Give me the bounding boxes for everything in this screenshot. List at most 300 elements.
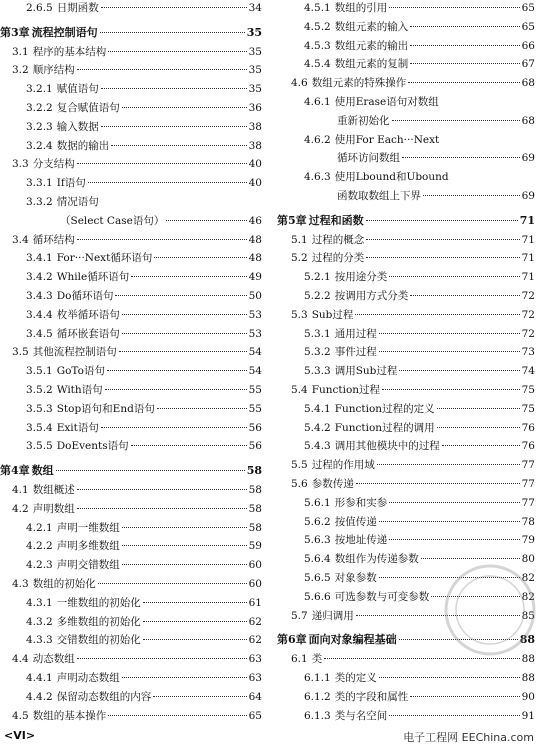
dot-leader <box>389 276 519 277</box>
toc-entry <box>277 670 535 686</box>
section-title: 调用Sub过程 <box>334 365 398 378</box>
page-number-ref: 35 <box>246 25 262 39</box>
section-title: 过程和函数 <box>308 213 364 227</box>
section-title: Do循环语句 <box>56 290 114 302</box>
dot-leader <box>399 639 518 640</box>
toc-line <box>277 38 535 54</box>
dot-leader <box>143 602 247 603</box>
section-number: 4.4.1 <box>26 672 53 684</box>
toc-line <box>0 250 262 266</box>
dot-leader <box>154 257 246 258</box>
toc-entry <box>277 288 535 304</box>
toc-line <box>277 632 535 648</box>
dot-leader <box>56 470 245 471</box>
toc-line <box>0 44 262 60</box>
section-title: Function过程的定义 <box>334 402 435 415</box>
section-number: 3.5.3 <box>26 402 53 415</box>
section-title: 使用Erase语句对数组 <box>334 96 439 108</box>
toc-line <box>0 81 262 97</box>
page-number-ref: 69 <box>521 152 535 165</box>
watermark-text: 电子工程网 EEChina.com <box>403 731 534 744</box>
toc-entry <box>0 213 262 229</box>
toc-entry <box>0 156 262 172</box>
section-number: 5.3 <box>291 308 308 321</box>
page-number-ref: 68 <box>521 77 535 90</box>
page-number-ref: 64 <box>248 690 262 703</box>
dot-leader <box>101 88 247 89</box>
toc-entry <box>0 501 262 517</box>
toc-entry <box>0 288 262 304</box>
toc-entry <box>277 589 535 605</box>
section-title: 数组概述 <box>32 484 75 496</box>
section-title: With语句 <box>56 384 103 396</box>
toc-entry <box>0 344 262 360</box>
page-number-ref: 62 <box>248 634 262 647</box>
dot-leader <box>389 715 519 716</box>
page-number: <VI> <box>4 729 36 742</box>
toc-line <box>277 570 535 586</box>
page-number-ref: 71 <box>521 252 535 265</box>
toc-chapter-entry <box>277 632 535 648</box>
toc-entry <box>0 100 262 116</box>
page-number-ref: 63 <box>248 672 262 684</box>
section-number: 3.2.3 <box>26 120 53 133</box>
dot-leader <box>355 314 519 315</box>
toc-line <box>277 363 535 379</box>
toc-entry <box>277 570 535 586</box>
section-number: 4.4.2 <box>26 690 53 703</box>
section-title: 调用其他模块中的过程 <box>334 440 440 453</box>
toc-entry <box>277 307 535 323</box>
toc-line <box>277 232 535 248</box>
toc-line <box>0 538 262 554</box>
toc-line <box>277 288 535 304</box>
section-number: 5.6.6 <box>304 590 331 603</box>
section-title: GoTo语句 <box>56 365 105 378</box>
dot-leader <box>389 539 519 540</box>
toc-line <box>277 307 535 323</box>
section-title: 通用过程 <box>334 327 377 340</box>
dot-leader <box>143 621 247 622</box>
section-title: 日期函数 <box>56 2 99 14</box>
toc-entry <box>277 344 535 360</box>
page-number-ref: 90 <box>521 690 535 703</box>
toc-entry <box>0 382 262 398</box>
dot-leader <box>111 145 246 146</box>
toc-line <box>277 75 535 91</box>
toc-line <box>0 557 262 573</box>
section-title: 数组作为传递参数 <box>334 553 419 566</box>
toc-entry <box>0 307 262 323</box>
toc-entry <box>277 420 535 436</box>
section-title: 类的定义 <box>334 672 377 684</box>
dot-leader <box>77 239 247 240</box>
page-number-ref: 66 <box>521 39 535 52</box>
page-number-ref: 60 <box>248 559 262 572</box>
section-title: For···Next循环语句 <box>56 252 153 265</box>
section-number: 3.2.4 <box>26 139 53 152</box>
section-number: 5.4 <box>291 384 308 396</box>
section-number: 4.5.4 <box>304 58 331 71</box>
toc-entry <box>0 326 262 342</box>
section-title: 循环访问数组 <box>337 152 400 165</box>
page-number-ref: 76 <box>521 421 535 434</box>
dot-leader <box>108 715 246 716</box>
toc-line <box>277 19 535 35</box>
page-number-ref: 73 <box>521 346 535 359</box>
section-title: 递归调用 <box>311 609 354 622</box>
toc-line <box>277 132 535 148</box>
page-number-ref: 75 <box>521 402 535 415</box>
section-title: 其他流程控制语句 <box>32 346 117 359</box>
dot-leader <box>377 464 520 465</box>
toc-entry <box>277 269 535 285</box>
dot-leader <box>410 26 519 27</box>
page-number-ref: 58 <box>248 521 262 534</box>
section-number: 5.6.3 <box>304 534 331 547</box>
toc-entry <box>0 44 262 60</box>
dot-leader <box>437 427 520 428</box>
dot-leader <box>410 45 519 46</box>
toc-line <box>0 119 262 135</box>
dot-leader <box>131 445 247 446</box>
toc-entry <box>277 438 535 454</box>
toc-line <box>0 232 262 248</box>
section-number: 2.6.5 <box>26 2 53 14</box>
toc-entry <box>277 401 535 417</box>
toc-line <box>277 169 535 185</box>
section-title: 使用Lbound和Ubound <box>334 171 449 184</box>
toc-entry <box>0 194 262 210</box>
page-number-ref: 85 <box>521 609 535 622</box>
section-title: 数组元素的复制 <box>334 58 409 71</box>
page-number-ref: 76 <box>521 440 535 453</box>
section-number: 3.3 <box>12 158 29 171</box>
page-number-ref: 53 <box>248 308 262 321</box>
toc-entry <box>0 438 262 454</box>
section-title: 数组的引用 <box>334 2 388 14</box>
toc-line <box>0 363 262 379</box>
page-number-ref: 35 <box>248 45 262 58</box>
page-number-ref: 62 <box>248 615 262 628</box>
section-title: 情况语句 <box>56 196 99 208</box>
dot-leader <box>122 564 247 565</box>
toc-entry <box>277 382 535 398</box>
page-number-ref: 80 <box>521 553 535 566</box>
dot-leader <box>157 408 247 409</box>
section-number: 5.3.1 <box>304 327 331 340</box>
toc-line <box>277 514 535 530</box>
section-title: 按地址传递 <box>334 534 388 547</box>
section-title: 声明多维数组 <box>56 540 120 553</box>
toc-line <box>0 138 262 154</box>
section-title: 数组 <box>31 464 54 478</box>
dot-leader <box>98 583 247 584</box>
section-number: 3.4.4 <box>26 308 53 321</box>
section-number: 3.2.2 <box>26 102 53 114</box>
toc-line <box>0 326 262 342</box>
toc-line <box>277 457 535 473</box>
dot-leader <box>392 120 520 121</box>
toc-line <box>277 551 535 567</box>
section-title: Sub过程 <box>311 308 354 321</box>
toc-entry <box>0 138 262 154</box>
page-number-ref: 58 <box>248 502 262 515</box>
page-number-ref: 88 <box>521 672 535 684</box>
section-number: 4.6.1 <box>304 96 331 108</box>
toc-line <box>0 156 262 172</box>
section-title: 数组的初始化 <box>32 578 96 590</box>
toc-entry <box>277 551 535 567</box>
dot-leader <box>399 370 519 371</box>
dot-leader <box>408 82 519 83</box>
section-number: 3.5.5 <box>26 440 53 453</box>
page-number-ref: 48 <box>248 233 262 246</box>
page-number-ref: 65 <box>521 20 535 33</box>
toc-line <box>0 25 262 41</box>
toc-line <box>0 482 262 498</box>
page-number-ref: 72 <box>521 290 535 302</box>
toc-line <box>0 382 262 398</box>
section-title: If语句 <box>56 177 86 190</box>
toc-entry <box>0 269 262 285</box>
toc-line <box>277 651 535 667</box>
toc-entry <box>0 670 262 686</box>
section-title: 函数取数组上下界 <box>337 190 421 202</box>
toc-line <box>0 62 262 78</box>
page-number-ref: 88 <box>521 653 535 666</box>
page-number-ref: 58 <box>246 464 262 478</box>
toc-entry <box>0 538 262 554</box>
page-number-ref: 75 <box>521 384 535 396</box>
toc-entry <box>0 175 262 191</box>
toc-line <box>277 476 535 492</box>
section-title: 形参和实参 <box>334 496 388 509</box>
toc-entry <box>277 232 535 248</box>
dot-leader <box>410 696 519 697</box>
section-number: 4.6.3 <box>304 171 331 184</box>
toc-entry <box>277 476 535 492</box>
section-number: 3.4.1 <box>26 252 53 265</box>
toc-entry <box>277 188 535 204</box>
dot-leader <box>366 257 519 258</box>
section-title: 可选参数与可变参数 <box>334 590 430 603</box>
toc-line <box>0 520 262 536</box>
section-number: 4.5.2 <box>304 20 331 33</box>
dot-leader <box>88 182 247 183</box>
page-number-ref: 38 <box>248 139 262 152</box>
toc-entry <box>0 81 262 97</box>
section-title: 数据的输出 <box>56 139 110 152</box>
dot-leader <box>423 195 520 196</box>
section-number: 6.1.2 <box>304 690 331 703</box>
section-title: Function过程的调用 <box>334 421 435 434</box>
section-title: 流程控制语句 <box>31 25 98 39</box>
dot-leader <box>366 220 518 221</box>
toc-line <box>0 0 262 16</box>
toc-line <box>0 269 262 285</box>
dot-leader <box>115 295 246 296</box>
section-title: 类的字段和属性 <box>334 690 409 703</box>
page-number-ref: 63 <box>248 653 262 666</box>
toc-line <box>277 708 535 724</box>
dot-leader <box>442 445 520 446</box>
toc-entry <box>0 614 262 630</box>
page-number-ref: 71 <box>521 233 535 246</box>
page-number-ref: 78 <box>521 515 535 528</box>
section-title: 使用For Each···Next <box>334 133 440 146</box>
toc-entry <box>277 689 535 705</box>
page-number-ref: 67 <box>521 58 535 71</box>
toc-line <box>277 382 535 398</box>
toc-entry <box>0 232 262 248</box>
toc-chapter-entry <box>0 25 262 41</box>
toc-line <box>277 213 535 229</box>
dot-leader <box>382 389 520 390</box>
section-title: 顺序结构 <box>32 64 75 77</box>
dot-leader <box>77 508 247 509</box>
section-title: 多维数组的初始化 <box>56 615 141 628</box>
toc-line <box>277 344 535 360</box>
section-number: 4.6 <box>291 77 308 90</box>
section-title: 分支结构 <box>32 158 75 171</box>
toc-line <box>0 307 262 323</box>
section-number: 4.5.3 <box>304 39 331 52</box>
section-title: 面向对象编程基础 <box>308 633 397 647</box>
page-number-ref: 77 <box>521 496 535 509</box>
toc-line <box>277 438 535 454</box>
section-title: 动态数组 <box>32 653 75 666</box>
toc-entry <box>0 250 262 266</box>
section-title: 循环结构 <box>32 233 75 246</box>
toc-line <box>0 670 262 686</box>
section-number: 3.1 <box>12 45 29 58</box>
dot-leader <box>410 295 519 296</box>
page-number-ref: 48 <box>248 252 262 265</box>
section-number: 3.5.2 <box>26 384 53 396</box>
toc-chapter-entry <box>0 463 262 479</box>
toc-line <box>0 651 262 667</box>
section-title: 数组元素的特殊操作 <box>311 77 407 90</box>
page-number-ref: 69 <box>521 190 535 202</box>
dot-leader <box>122 107 247 108</box>
section-title: 一维数组的初始化 <box>56 596 141 609</box>
section-title: 循环嵌套语句 <box>56 327 120 340</box>
page-number-ref: 36 <box>248 102 262 114</box>
section-number: 5.6.5 <box>304 572 331 584</box>
section-number: 4.2 <box>12 502 29 515</box>
page-number-ref: 54 <box>248 365 262 378</box>
toc-line <box>277 250 535 266</box>
section-title: While循环语句 <box>56 271 130 284</box>
dot-leader <box>77 489 247 490</box>
dot-leader <box>119 351 247 352</box>
section-title: 过程的作用域 <box>311 459 375 472</box>
section-title: 事件过程 <box>334 346 377 359</box>
toc-line <box>0 632 262 648</box>
page-number-ref: 58 <box>248 484 262 496</box>
section-number: 4.3.1 <box>26 596 53 609</box>
dot-leader <box>379 521 520 522</box>
toc-entry <box>0 0 262 16</box>
toc-line <box>0 194 262 210</box>
section-number: 4.5.1 <box>304 2 331 14</box>
section-number: 5.4.2 <box>304 421 331 434</box>
section-number: 3.3.1 <box>26 177 53 190</box>
dot-leader <box>356 483 520 484</box>
dot-leader <box>100 32 245 33</box>
section-number: 3.4.3 <box>26 290 53 302</box>
dot-leader <box>166 220 246 221</box>
page-number-ref: 54 <box>248 346 262 359</box>
page-number-ref: 77 <box>521 459 535 472</box>
toc-entry <box>0 651 262 667</box>
section-title: 按值传递 <box>334 515 377 528</box>
section-number: 4.5 <box>12 709 29 722</box>
toc-line <box>0 689 262 705</box>
toc-line <box>0 420 262 436</box>
section-title: 输入数据 <box>56 120 99 133</box>
page-number-ref: 61 <box>248 596 262 609</box>
dot-leader <box>421 558 520 559</box>
section-title: 交错数组的初始化 <box>56 634 141 647</box>
toc-entry <box>277 75 535 91</box>
toc-entry <box>0 401 262 417</box>
dot-leader <box>77 163 247 164</box>
section-title: 保留动态数组的内容 <box>56 690 152 703</box>
section-title: 参数传递 <box>311 478 354 490</box>
page-number-ref: 91 <box>521 709 535 722</box>
toc-entry <box>0 576 262 592</box>
section-number: 6.1.1 <box>304 672 331 684</box>
toc-line <box>0 344 262 360</box>
section-number: 5.2.2 <box>304 290 331 302</box>
section-number: 5.3.3 <box>304 365 331 378</box>
toc-entry <box>277 94 535 110</box>
dot-leader <box>122 527 247 528</box>
toc-entry <box>0 420 262 436</box>
toc-entry <box>277 363 535 379</box>
toc-line <box>0 288 262 304</box>
section-number: 3.4.5 <box>26 327 53 340</box>
dot-leader <box>107 370 247 371</box>
dot-leader <box>356 615 520 616</box>
page-number-ref: 38 <box>248 120 262 133</box>
page-number-ref: 79 <box>521 534 535 547</box>
toc-line <box>277 56 535 72</box>
section-number: 3.3.2 <box>26 196 53 208</box>
page-number-ref: 34 <box>248 2 262 14</box>
toc-entry <box>277 532 535 548</box>
section-number: 5.6.4 <box>304 553 331 566</box>
page-number-ref: 59 <box>248 540 262 553</box>
toc-entry <box>277 495 535 511</box>
page-number-ref: 35 <box>248 64 262 77</box>
section-number: 5.4.3 <box>304 440 331 453</box>
dot-leader <box>101 7 247 8</box>
dot-leader <box>77 69 247 70</box>
dot-leader <box>122 545 247 546</box>
section-number: 3.4 <box>12 233 29 246</box>
page-number-ref: 50 <box>248 290 262 302</box>
toc-line <box>0 175 262 191</box>
toc-line <box>277 0 535 16</box>
dot-leader <box>389 502 519 503</box>
dot-leader <box>379 333 520 334</box>
section-title: 按调用方式分类 <box>334 290 409 302</box>
dot-leader <box>379 677 520 678</box>
toc-line <box>277 670 535 686</box>
